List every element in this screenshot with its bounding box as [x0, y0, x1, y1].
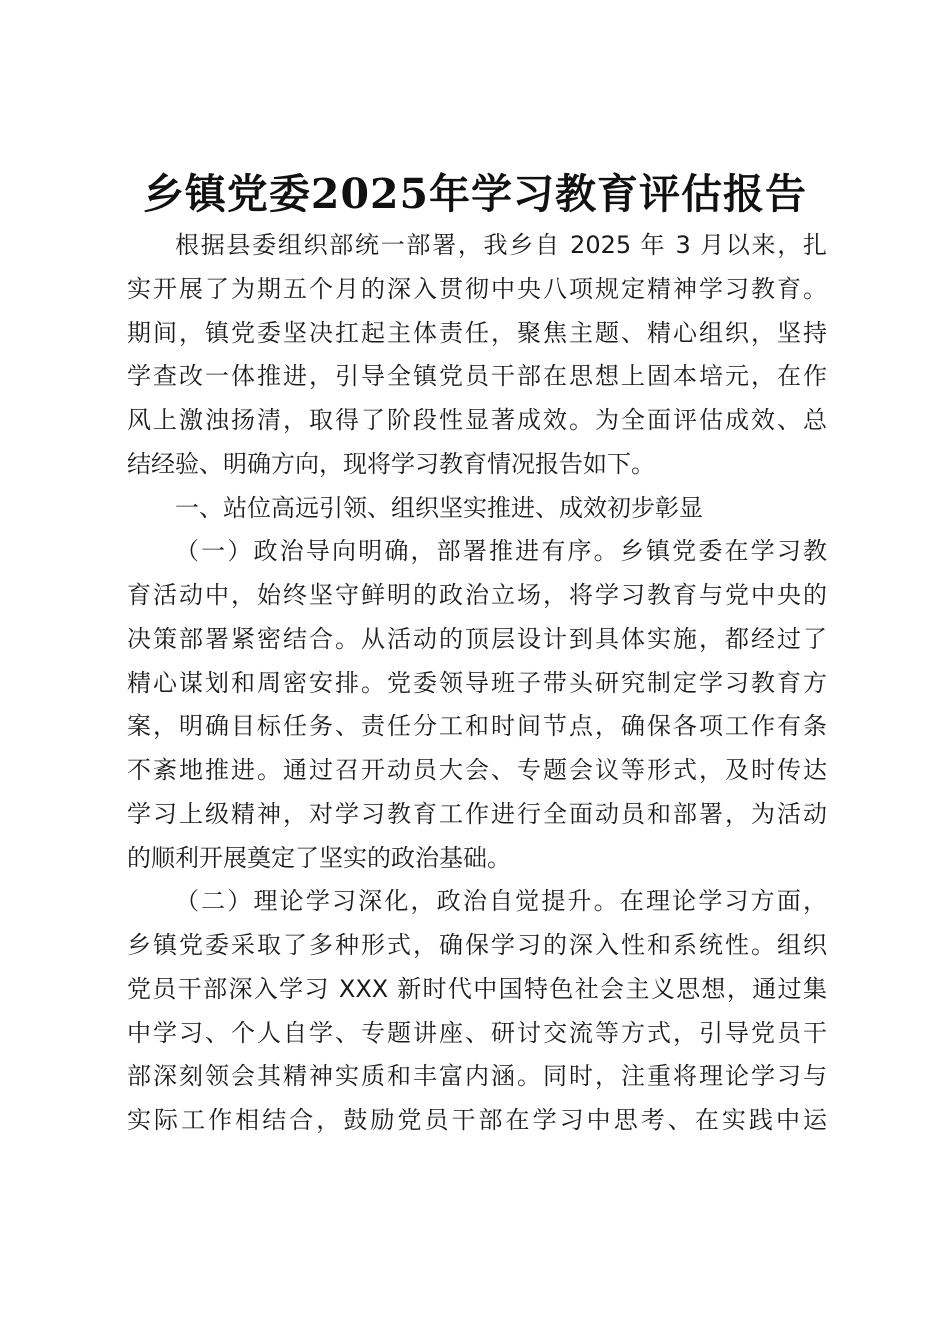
text-line: 的顺利开展奠定了坚实的政治基础。 — [127, 843, 511, 872]
text-line: 结经验、明确方向，现将学习教育情况报告如下。 — [127, 449, 655, 478]
paragraph-subsection-1 — [127, 530, 827, 880]
text-line: 风上激浊扬清，取得了阶段性显著成效。为全面评估成效、总 — [127, 406, 827, 434]
text-line: （一）政治导向明确，部署推进有序。乡镇党委在学习教 — [175, 537, 827, 566]
text-line: 育活动中，始终坚守鲜明的政治立场，将学习教育与党中央的 — [127, 581, 827, 609]
text-line: （二）理论学习深化，政治自觉提升。在理论学习方面， — [175, 887, 827, 916]
text-line: 乡镇党委采取了多种形式，确保学习的深入性和系统性。组织 — [127, 931, 827, 959]
text-line: 不紊地推进。通过召开动员大会、专题会议等形式，及时传达 — [127, 756, 827, 784]
section-heading — [127, 487, 827, 531]
text-line: 根据县委组织部统一部署，我乡自 2025 年 3 月以来，扎 — [175, 231, 827, 259]
text-line: 党员干部深入学习 XXX 新时代中国特色社会主义思想，通过集 — [127, 974, 827, 1003]
text-line: 学习上级精神，对学习教育工作进行全面动员和部署，为活动 — [127, 799, 827, 828]
paragraph-intro — [127, 224, 827, 487]
text-line: 实开展了为期五个月的深入贯彻中央八项规定精神学习教育。 — [127, 274, 827, 303]
document-body — [127, 224, 827, 1143]
text-line: 案，明确目标任务、责任分工和时间节点，确保各项工作有条 — [127, 712, 827, 741]
text-line: 期间，镇党委坚决扛起主体责任，聚焦主题、精心组织，坚持 — [127, 318, 827, 347]
section-heading-text: 一、站位高远引领、组织坚实推进、成效初步彰显 — [175, 493, 703, 522]
paragraph-subsection-2 — [127, 880, 827, 1143]
text-line: 部深刻领会其精神实质和丰富内涵。同时，注重将理论学习与 — [127, 1062, 827, 1091]
text-line: 实际工作相结合，鼓励党员干部在学习中思考、在实践中运 — [127, 1106, 827, 1134]
document-title: 乡镇党委2025年学习教育评估报告 — [142, 170, 808, 218]
text-line: 精心谋划和周密安排。党委领导班子带头研究制定学习教育方 — [127, 668, 827, 697]
text-line: 中学习、个人自学、专题讲座、研讨交流等方式，引导党员干 — [127, 1018, 827, 1047]
text-line: 决策部署紧密结合。从活动的顶层设计到具体实施，都经过了 — [127, 624, 827, 653]
text-line: 学查改一体推进，引导全镇党员干部在思想上固本培元，在作 — [127, 362, 827, 391]
